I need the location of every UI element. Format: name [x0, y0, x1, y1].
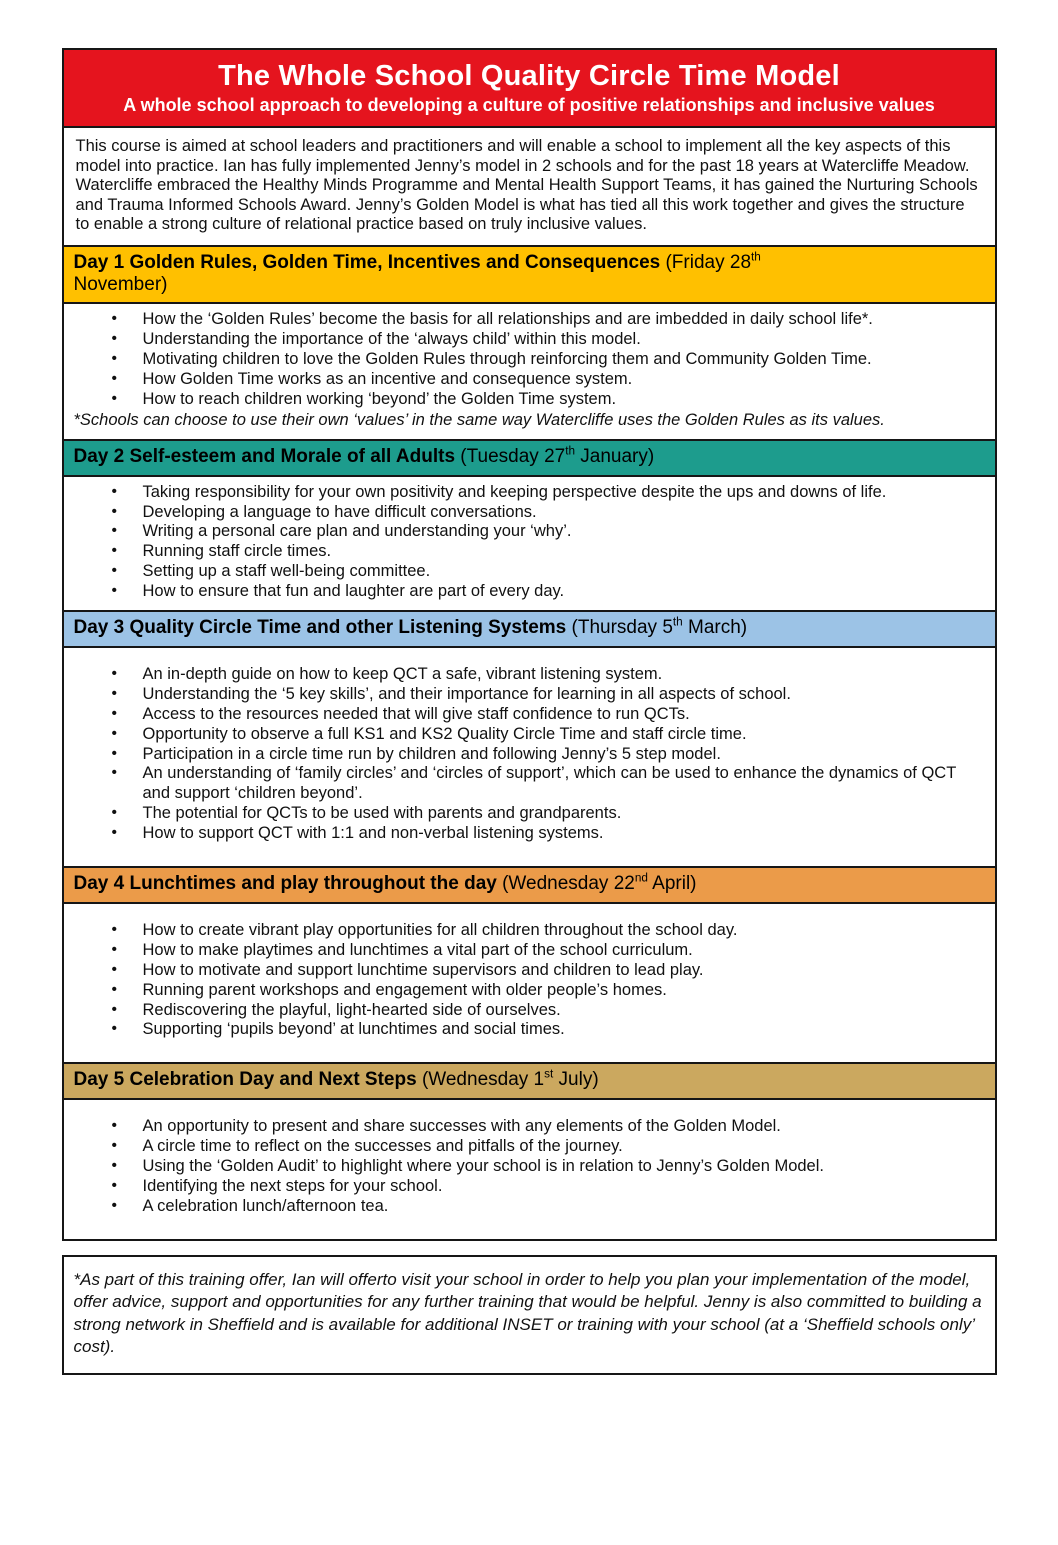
day2-header — [62, 439, 997, 476]
bullet-item: • How to support QCT with 1:1 and non-verbal listening systems. — [112, 824, 983, 844]
bullet-item: • How to reach children working ‘beyond’ the Golden Time system. — [112, 390, 983, 410]
day5-header — [62, 1062, 997, 1099]
bullet-item: • The potential for QCTs to be used with parents and grandparents. — [112, 804, 983, 824]
bullet-item: • An in-depth guide on how to keep QCT a safe, vibrant listening system. — [112, 665, 983, 685]
day1-date-suffix: November) — [73, 274, 168, 296]
page-subtitle: A whole school approach to developing a culture of positive relationships and inclusive values — [123, 94, 935, 115]
bullet-item: • How the ‘Golden Rules’ become the basis for all relationships and are imbedded in daily school life*. — [112, 310, 983, 330]
bullet-item: • Participation in a circle time run by children and following Jenny’s 5 step model. — [112, 745, 983, 765]
day5-body — [62, 1098, 997, 1241]
day2-body — [62, 475, 997, 613]
bullet-item: • Access to the resources needed that will give staff confidence to run QCTs. — [112, 705, 983, 725]
day4-date-ordinal: nd — [634, 871, 648, 885]
bullet-item: • Understanding the importance of the ‘always child’ within this model. — [112, 330, 983, 350]
day3-body — [62, 646, 997, 869]
day1-date-prefix: (Friday 28 — [660, 251, 752, 273]
bullet-item: • How to make playtimes and lunchtimes a vital part of the school curriculum. — [112, 941, 983, 961]
day4-date — [497, 873, 697, 894]
bullet-item: • Rediscovering the playful, light-hearted side of ourselves. — [112, 1001, 983, 1021]
day2-date-ordinal: th — [565, 444, 576, 458]
day4-body — [62, 902, 997, 1065]
day1-date-ordinal: th — [751, 250, 761, 264]
day4-date-suffix: April) — [647, 873, 697, 895]
title-banner — [62, 48, 997, 128]
bullet-item: • Taking responsibility for your own positivity and keeping perspective despite the ups and downs of life. — [112, 483, 983, 503]
bullet-item: • Setting up a staff well-being committee. — [112, 562, 983, 582]
bullet-item: • Running parent workshops and engagement with older people’s homes. — [112, 981, 983, 1001]
day3-date — [566, 617, 747, 638]
bullet-item: • Opportunity to observe a full KS1 and KS2 Quality Circle Time and staff circle time. — [112, 725, 983, 745]
day5-title: Day 5 Celebration Day and Next Steps — [73, 1069, 417, 1091]
bullet-item: • How to motivate and support lunchtime supervisors and children to lead play. — [112, 961, 983, 981]
day2-bullet-list — [72, 483, 983, 603]
day4-header — [62, 866, 997, 903]
bullet-item: • Understanding the ‘5 key skills’, and their importance for learning in all aspects of school. — [112, 685, 983, 705]
day4-title: Day 4 Lunchtimes and play throughout the day — [73, 873, 497, 895]
day5-date-prefix: (Wednesday 1 — [416, 1069, 545, 1091]
bullet-item: • Motivating children to love the Golden Rules through reinforcing them and Community Golden Time. — [112, 350, 983, 370]
day5-date — [417, 1069, 599, 1090]
day1-title: Day 1 Golden Rules, Golden Time, Incentives and Consequences — [73, 251, 661, 273]
course-flyer — [62, 48, 997, 1375]
day2-title: Day 2 Self-esteem and Morale of all Adults — [73, 446, 456, 468]
intro-section — [62, 126, 997, 246]
day3-title: Day 3 Quality Circle Time and other Listening Systems — [73, 617, 567, 639]
bullet-item: • Supporting ‘pupils beyond’ at lunchtimes and social times. — [112, 1020, 983, 1040]
footnote-paragraph: *As part of this training offer, Ian will offerto visit your school in order to help you plan your implementation of the model, offer advice, support and opportunities for any further training that would be helpful. Jenny is also committed to building a strong network in Sheffield and is available for additional INSET or training with your school (at a ‘Sheffield schools only’ cost). — [73, 1269, 982, 1357]
bullet-item: • How to ensure that fun and laughter are part of every day. — [112, 582, 983, 602]
page-title: The Whole School Quality Circle Time Model — [218, 60, 840, 92]
bullet-item: • Identifying the next steps for your school. — [112, 1177, 983, 1197]
bullet-item: • A circle time to reflect on the successes and pitfalls of the journey. — [112, 1137, 983, 1157]
day3-date-prefix: (Thursday 5 — [566, 617, 673, 639]
day2-date — [455, 446, 654, 467]
day2-date-prefix: (Tuesday 27 — [455, 446, 566, 468]
day3-date-suffix: March) — [682, 617, 748, 639]
day5-date-suffix: July) — [553, 1069, 599, 1091]
bullet-item: • Running staff circle times. — [112, 542, 983, 562]
day1-bullet-list — [72, 310, 983, 410]
bullet-item: • Developing a language to have difficult conversations. — [112, 503, 983, 523]
intro-paragraph: This course is aimed at school leaders and practitioners and will enable a school to implement all the key aspects of this model into practice. Ian has fully implemented Jenny’s model in 2 schools and for the past 18 years at Watercliffe Meadow. Watercliffe embraced the Healthy Minds Programme and Mental Health Support Teams, it has gained the Nurturing Schools and Trauma Informed Schools Award. Jenny’s Golden Model is what has tied all this work together and gives the structure to enable a strong culture of relational practice based on truly inclusive values. — [75, 137, 978, 234]
day3-bullet-list — [72, 665, 983, 845]
day1-footnote: *Schools can choose to use their own ‘values’ in the same way Watercliffe uses the Golden Rules as its values. — [73, 411, 885, 430]
day5-date-ordinal: st — [544, 1068, 554, 1082]
bullet-item: • How to create vibrant play opportunities for all children throughout the school day. — [112, 921, 983, 941]
day5-bullet-list — [72, 1117, 983, 1217]
bullet-item: • How Golden Time works as an incentive and consequence system. — [112, 370, 983, 390]
day4-date-prefix: (Wednesday 22 — [496, 873, 635, 895]
day3-date-ordinal: th — [672, 615, 683, 629]
day1-header — [62, 245, 997, 305]
day3-header — [62, 610, 997, 647]
bullet-item: • An understanding of ‘family circles’ and ‘circles of support’, which can be used to enhance the dynamics of QCT and support ‘children beyond’. — [112, 764, 983, 804]
footnote-section — [62, 1255, 997, 1375]
day1-body — [62, 302, 997, 441]
bullet-item: • A celebration lunch/afternoon tea. — [112, 1197, 983, 1217]
day4-bullet-list — [72, 921, 983, 1041]
bullet-item: • An opportunity to present and share successes with any elements of the Golden Model. — [112, 1117, 983, 1137]
bullet-item: • Using the ‘Golden Audit’ to highlight where your school is in relation to Jenny’s Golden Model. — [112, 1157, 983, 1177]
day2-date-suffix: January) — [575, 446, 655, 468]
bullet-item: • Writing a personal care plan and understanding your ‘why’. — [112, 522, 983, 542]
